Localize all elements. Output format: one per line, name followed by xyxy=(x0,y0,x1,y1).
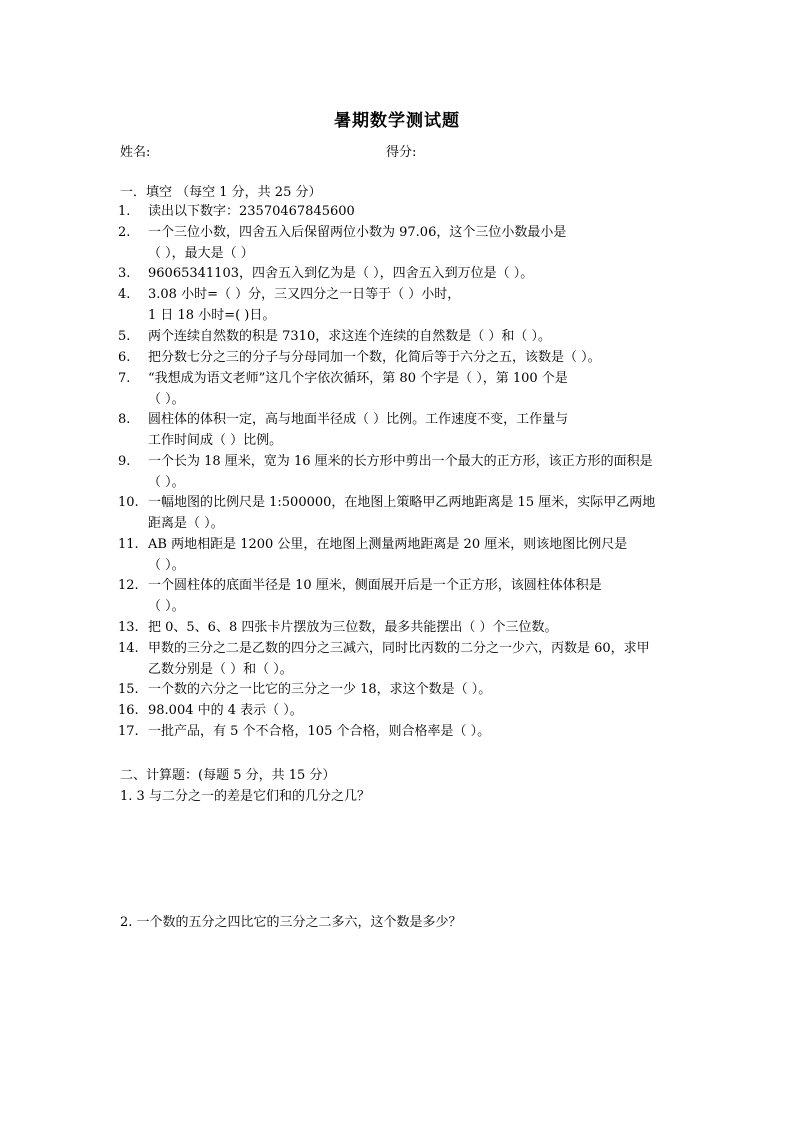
question-text: 甲数的三分之二是乙数的四分之三减六，同时比丙数的二分之一少六，丙数是 60，求甲 xyxy=(148,641,650,656)
question-number: 17. xyxy=(118,724,139,739)
question-number: 4. xyxy=(118,287,131,302)
question-text: 3.08 小时=（ ）分，三又四分之一日等于（ ）小时， xyxy=(148,287,461,302)
question-text-continued: （ ）。 xyxy=(148,599,185,614)
question-number: 15. xyxy=(118,682,139,697)
question-text: 圆柱体的体积一定，高与地面半径成（ ）比例。工作速度不变，工作量与 xyxy=(148,412,569,427)
question-number: 8. xyxy=(118,412,131,427)
question-text-continued: （ ），最大是（ ） xyxy=(148,246,254,261)
question-number: 9. xyxy=(118,454,131,469)
calc-question-2: 2. 一个数的五分之四比它的三分之二多六，这个数是多少？ xyxy=(120,915,462,930)
question-text: 读出以下数字：23570467845600 xyxy=(148,204,355,219)
name-label: 姓名: xyxy=(120,145,151,160)
question-text: 把 0、5、6、8 四张卡片摆放为三位数，最多共能摆出（ ）个三位数。 xyxy=(148,620,558,635)
question-text: 一个圆柱体的底面半径是 10 厘米，侧面展开后是一个正方形，该圆柱体体积是 xyxy=(148,578,602,593)
question-text: AB 两地相距是 1200 公里，在地图上测量两地距离是 20 厘米，则该地图比例尺是 xyxy=(148,537,628,552)
question-text: 一个长为 18 厘米，宽为 16 厘米的长方形中剪出一个最大的正方形，该正方形的面积是 xyxy=(148,454,653,469)
question-text: 把分数七分之三的分子与分母同加一个数，化简后等于六分之五，该数是（ ）。 xyxy=(148,350,601,365)
score-label: 得分: xyxy=(386,145,417,160)
question-text-continued: 工作时间成（ ）比例。 xyxy=(148,433,283,448)
question-number: 11. xyxy=(118,537,139,552)
question-text: 96065341103，四舍五入到亿为是（ ），四舍五入到万位是（ ）。 xyxy=(148,266,534,281)
question-number: 12. xyxy=(118,578,139,593)
question-number: 7. xyxy=(118,371,131,386)
question-number: 1. xyxy=(118,204,131,219)
question-text-continued: （ ）。 xyxy=(148,475,185,490)
question-number: 10. xyxy=(118,495,139,510)
question-number: 3. xyxy=(118,266,131,281)
question-text-continued: 乙数分别是（ ）和（ ）。 xyxy=(148,662,293,677)
question-text: 一个三位小数，四舍五入后保留两位小数为 97.06，这个三位小数最小是 xyxy=(148,225,567,240)
question-number: 16. xyxy=(118,703,139,718)
question-number: 5. xyxy=(118,329,131,344)
question-number: 14. xyxy=(118,641,139,656)
question-text: 98.004 中的 4 表示（ ）。 xyxy=(148,703,303,718)
question-text-continued: （ ）。 xyxy=(148,558,185,573)
question-number: 6. xyxy=(118,350,131,365)
question-text-continued: 1 日 18 小时=( )日。 xyxy=(148,308,276,323)
calc-question-1: 1. 3 与二分之一的差是它们和的几分之几？ xyxy=(120,789,370,804)
question-text-continued: 距离是（ ）。 xyxy=(148,516,224,531)
question-text: 一批产品，有 5 个不合格，105 个合格，则合格率是（ ）。 xyxy=(148,724,491,739)
page-title: 暑期数学测试题 xyxy=(334,111,460,131)
question-text: “我想成为语文老师”这几个字依次循环，第 80 个字是（ ），第 100 个是 xyxy=(148,371,568,386)
section1-heading: 一．填空 （每空 1 分，共 25 分） xyxy=(120,185,322,200)
student-info-row xyxy=(120,141,680,161)
question-text: 两个连续自然数的积是 7310，求这连个连续的自然数是（ ）和（ ）。 xyxy=(148,329,551,344)
question-number: 13. xyxy=(118,620,139,635)
question-text-continued: （ ）。 xyxy=(148,392,185,407)
question-number: 2. xyxy=(118,225,131,240)
section2-heading: 二、计算题：(每题 5 分，共 15 分） xyxy=(120,768,336,783)
question-text: 一幅地图的比例尺是 1:500000，在地图上策略甲乙两地距离是 15 厘米，实际甲乙两地 xyxy=(148,495,656,510)
question-text: 一个数的六分之一比它的三分之一少 18，求这个数是（ ）。 xyxy=(148,682,492,697)
